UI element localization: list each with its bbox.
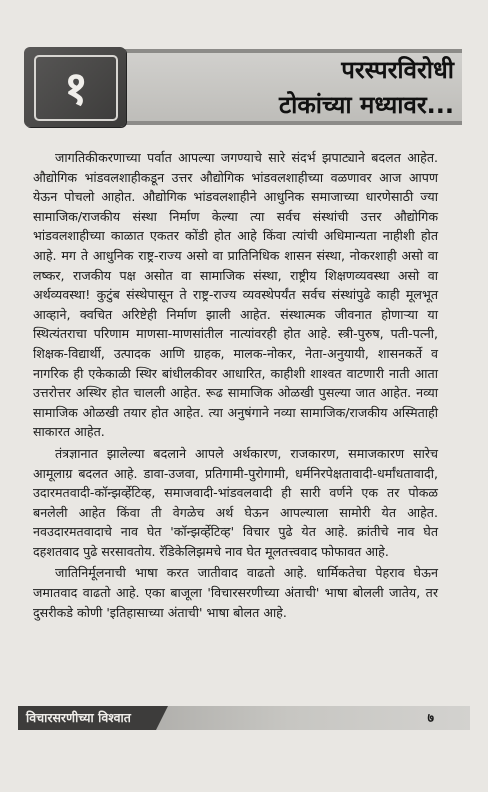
footer-book-title: विचारसरणीच्या विश्वात xyxy=(26,710,131,725)
paragraph-2: तंत्रज्ञानात झालेल्या बदलाने आपले अर्थकारण, राजकारण, समाजकारण सारेच आमूलाग्र बदलत आहे. डावा-उजवा, प्रतिगामी-पुरोगामी, धर्मनिरपेक्षतावादी-धर्मांधतावादी, उदारमतवादी-कॉन्झर्व्हेटिव्ह, समाजवादी-भांडवलवादी ही सारी वर्णने एक तर पोकळ बनलेली आहेत किंवा ती वेगळेच अर्थ घेऊन आपल्याला सामोरी येत आहेत. नवउदारमतवादाचे नाव घेत 'कॉन्झर्व्हेटिव्ह' विचार पुढे येत आहे. क्रांतीचे नाव घेत दहशतवाद पुढे सरसावतोय. रॅडिकेलिझमचे नाव घेत मूलतत्त्ववाद फोफावत आहे. xyxy=(33,445,438,559)
chapter-number-box xyxy=(24,47,126,127)
page-footer xyxy=(18,706,470,730)
chapter-title-line-2: टोकांच्या मध्यावर... xyxy=(279,91,454,119)
chapter-title xyxy=(279,53,454,123)
chapter-header xyxy=(24,47,464,127)
chapter-title-line-1: परस्परविरोधी xyxy=(341,56,454,84)
body-text xyxy=(33,148,438,622)
chapter-number: १ xyxy=(64,61,88,115)
paragraph-1: जागतिकीकरणाच्या पर्वात आपल्या जगण्याचे सारे संदर्भ झपाट्याने बदलत आहेत. औद्योगिक भांडवलशाहीकडून उत्तर औद्योगिक भांडवलशाहीच्या वळणावर आज आपण येऊन पोचलो आहोत. औद्योगिक भांडवलशाहीने आधुनिक समाजाच्या धारणेसाठी ज्या सामाजिक/राजकीय संस्था निर्माण केल्या त्या सर्वच संस्थांची उत्तर औद्योगिक भांडवलशाहीच्या काळात एकतर कोंडी होत आहे किंवा त्यांची अधिमान्यता नाहीशी होत आहे. मग ते आधुनिक राष्ट्र-राज्य असो वा प्रातिनिधिक शासन संस्था, नोकरशाही असो वा लष्कर, राजकीय पक्ष असोत वा सामाजिक संस्था, राष्ट्रीय शिक्षणव्यवस्था असो वा अर्थव्यवस्था! कुटुंब संस्थेपासून ते राष्ट्र-राज्य व्यवस्थेपर्यंत सर्वच संस्थांपुढे काही मूलभूत आव्हाने, क्वचित अरिष्टेही निर्माण झाली आहेत. संस्थात्मक जीवनात होणाऱ्या या स्थित्यंतराचा परिणाम माणसा-माणसांतील नात्यांवरही होत आहे. स्त्री-पुरुष, पती-पत्नी, शिक्षक-विद्यार्थी, उत्पादक आणि ग्राहक, मालक-नोकर, नेता-अनुयायी, शासनकर्ते व नागरिक ही एकेकाळी स्थिर बांधीलकीवर आधारित, काहीशी शाश्वत वाटणारी नाती आता उत्तरोत्तर अस्थिर होत चालली आहेत. रूढ सामाजिक ओळखी पुसल्या जात आहेत. नव्या सामाजिक ओळखी तयार होत आहेत. त्या अनुषंगाने नव्या सामाजिक/राजकीय अस्मिताही साकारत आहेत. xyxy=(33,150,438,440)
paragraph-3: जातिनिर्मूलनाची भाषा करत जातीवाद वाढतो आहे. धार्मिकतेचा पेहराव घेऊन जमातवाद वाढतो आहे. एका बाजूला 'विचारसरणीच्या अंताची' भाषा बोलली जातेय, तर दुसरीकडे कोणी 'इतिहासाच्या अंताची' भाषा बोलत आहे. xyxy=(33,565,438,620)
chapter-number-frame xyxy=(34,55,118,121)
page-number: ७ xyxy=(427,710,434,725)
